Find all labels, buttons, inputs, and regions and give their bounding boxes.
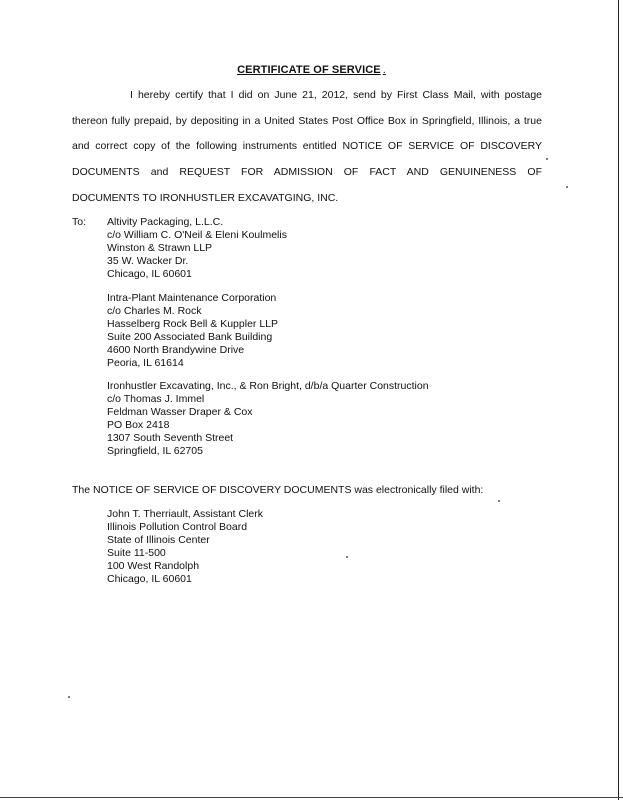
address-line: Winston & Strawn LLP [107,242,213,254]
page-edge-right [618,0,619,800]
title-suffix: . [382,64,386,76]
address-line: 35 W. Wacker Dr. [107,255,189,267]
address-line: c/o William C. O'Neil & Eleni Koulmelis [107,229,287,241]
address-line: Suite 11-500 [107,547,166,559]
address-line: Suite 200 Associated Bank Building [107,331,273,343]
scan-speck [346,556,348,558]
page-edge-bottom [0,797,623,798]
recipient-address-2 [107,292,278,370]
address-line: State of Illinois Center [107,534,210,546]
address-line: PO Box 2418 [107,419,170,431]
to-label: To: [72,216,87,228]
clerk-address [107,508,263,586]
address-line: Chicago, IL 60601 [107,573,192,585]
address-line: Peoria, IL 61614 [107,357,184,369]
recipient-address-3 [107,380,429,458]
address-line: Illinois Pollution Control Board [107,521,248,533]
address-line: 100 West Randolph [107,560,200,572]
paragraph-line-4: DOCUMENTS and REQUEST FOR ADMISSION OF FACT AND GENUINENESS OF [72,166,542,178]
title-text: CERTIFICATE OF SERVICE [237,64,381,76]
scan-speck [566,186,568,188]
address-line: c/o Charles M. Rock [107,305,202,317]
address-line: 4600 North Brandywine Drive [107,344,245,356]
address-line: Intra-Plant Maintenance Corporation [107,292,277,304]
filed-statement: The NOTICE OF SERVICE OF DISCOVERY DOCUMENTS was electronically filed with: [72,484,484,496]
address-line: c/o Thomas J. Immel [107,393,205,405]
address-line: 1307 South Seventh Street [107,432,234,444]
document-title [0,64,623,76]
address-line: Ironhustler Excavating, Inc., & Ron Bright, d/b/a Quarter Construction [107,380,429,392]
paragraph-line-3: and correct copy of the following instruments entitled NOTICE OF SERVICE OF DISCOVERY [72,140,542,152]
address-line: Chicago, IL 60601 [107,268,192,280]
recipient-address-1 [107,216,287,281]
address-line: Hasselberg Rock Bell & Kuppler LLP [107,318,279,330]
scan-speck [498,500,500,502]
scan-speck [546,158,548,160]
scan-speck [68,696,70,698]
paragraph-line-1: I hereby certify that I did on June 21, 2012, send by First Class Mail, with postage [130,89,542,101]
paragraph-line-5: DOCUMENTS TO IRONHUSTLER EXCAVATGING, INC. [72,192,339,204]
paragraph-line-2: thereon fully prepaid, by depositing in a United States Post Office Box in Springfield, Illinois, a true [72,115,542,127]
address-line: John T. Therriault, Assistant Clerk [107,508,264,520]
address-line: Feldman Wasser Draper & Cox [107,406,253,418]
address-line: Altivity Packaging, L.L.C. [107,216,224,228]
address-line: Springfield, IL 62705 [107,445,203,457]
